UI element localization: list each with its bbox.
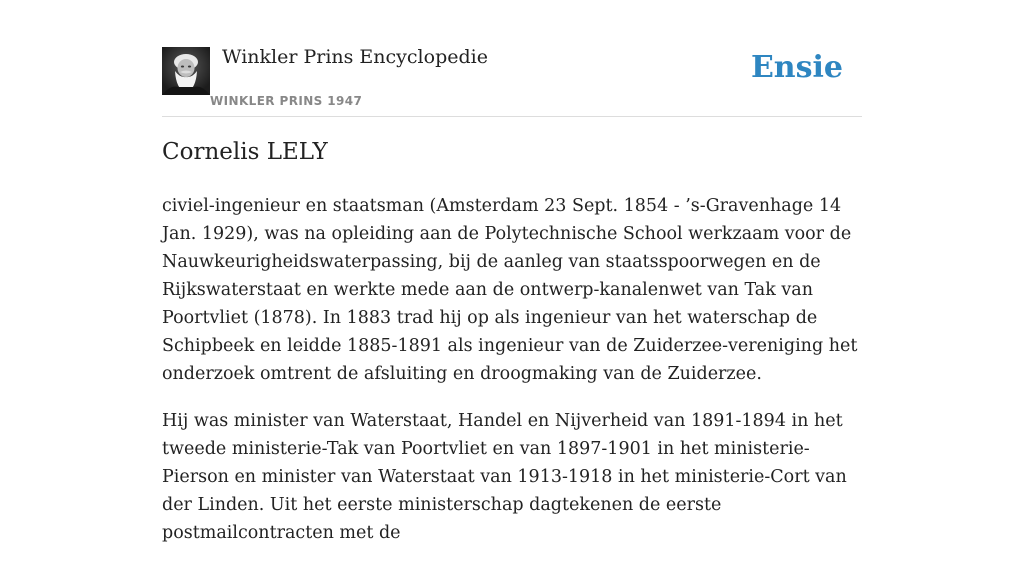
entry-paragraph: civiel-ingenieur en staatsman (Amsterdam 23 Sept. 1854 - ’s-Gravenhage 14 Jan. 1929), was na opleiding aan de Polytechnische School werkzaam voor de Nauwkeurigheidswaterpassing, bij de aanleg van staatsspoorwegen en de Rijkswaterstaat en werkte mede aan de ontwerp-kanalenwet van Tak van Poortvliet (1878). In 1883 trad hij op als ingenieur van het waterschap de Schipbeek en leidde 1885-1891 als ingenieur van de Zuiderzee-vereniging het onderzoek omtrent de afsluiting en droogmaking van de Zuiderzee. [162,196,858,384]
portrait-icon [162,47,210,95]
source-subtitle[interactable]: WINKLER PRINS 1947 [210,94,363,108]
article-container [162,0,862,543]
source-header [162,0,862,117]
ensie-logo-link[interactable]: Ensie [750,50,843,85]
entry-title: Cornelis LELY [162,139,328,165]
source-title[interactable]: Winkler Prins Encyclopedie [222,46,488,68]
source-avatar[interactable] [162,47,210,95]
entry-paragraph: Hij was minister van Waterstaat, Handel en Nijverheid van 1891-1894 in het tweede ministerie-Tak van Poortvliet en van 1897-1901 in het ministerie-Pierson en minister van Waterstaat van 1913-1918 in het ministerie-Cort van der Linden. Uit het eerste ministerschap dagtekenen de eerste postmailcontracten met de [162,411,847,543]
entry-body [162,192,862,566]
